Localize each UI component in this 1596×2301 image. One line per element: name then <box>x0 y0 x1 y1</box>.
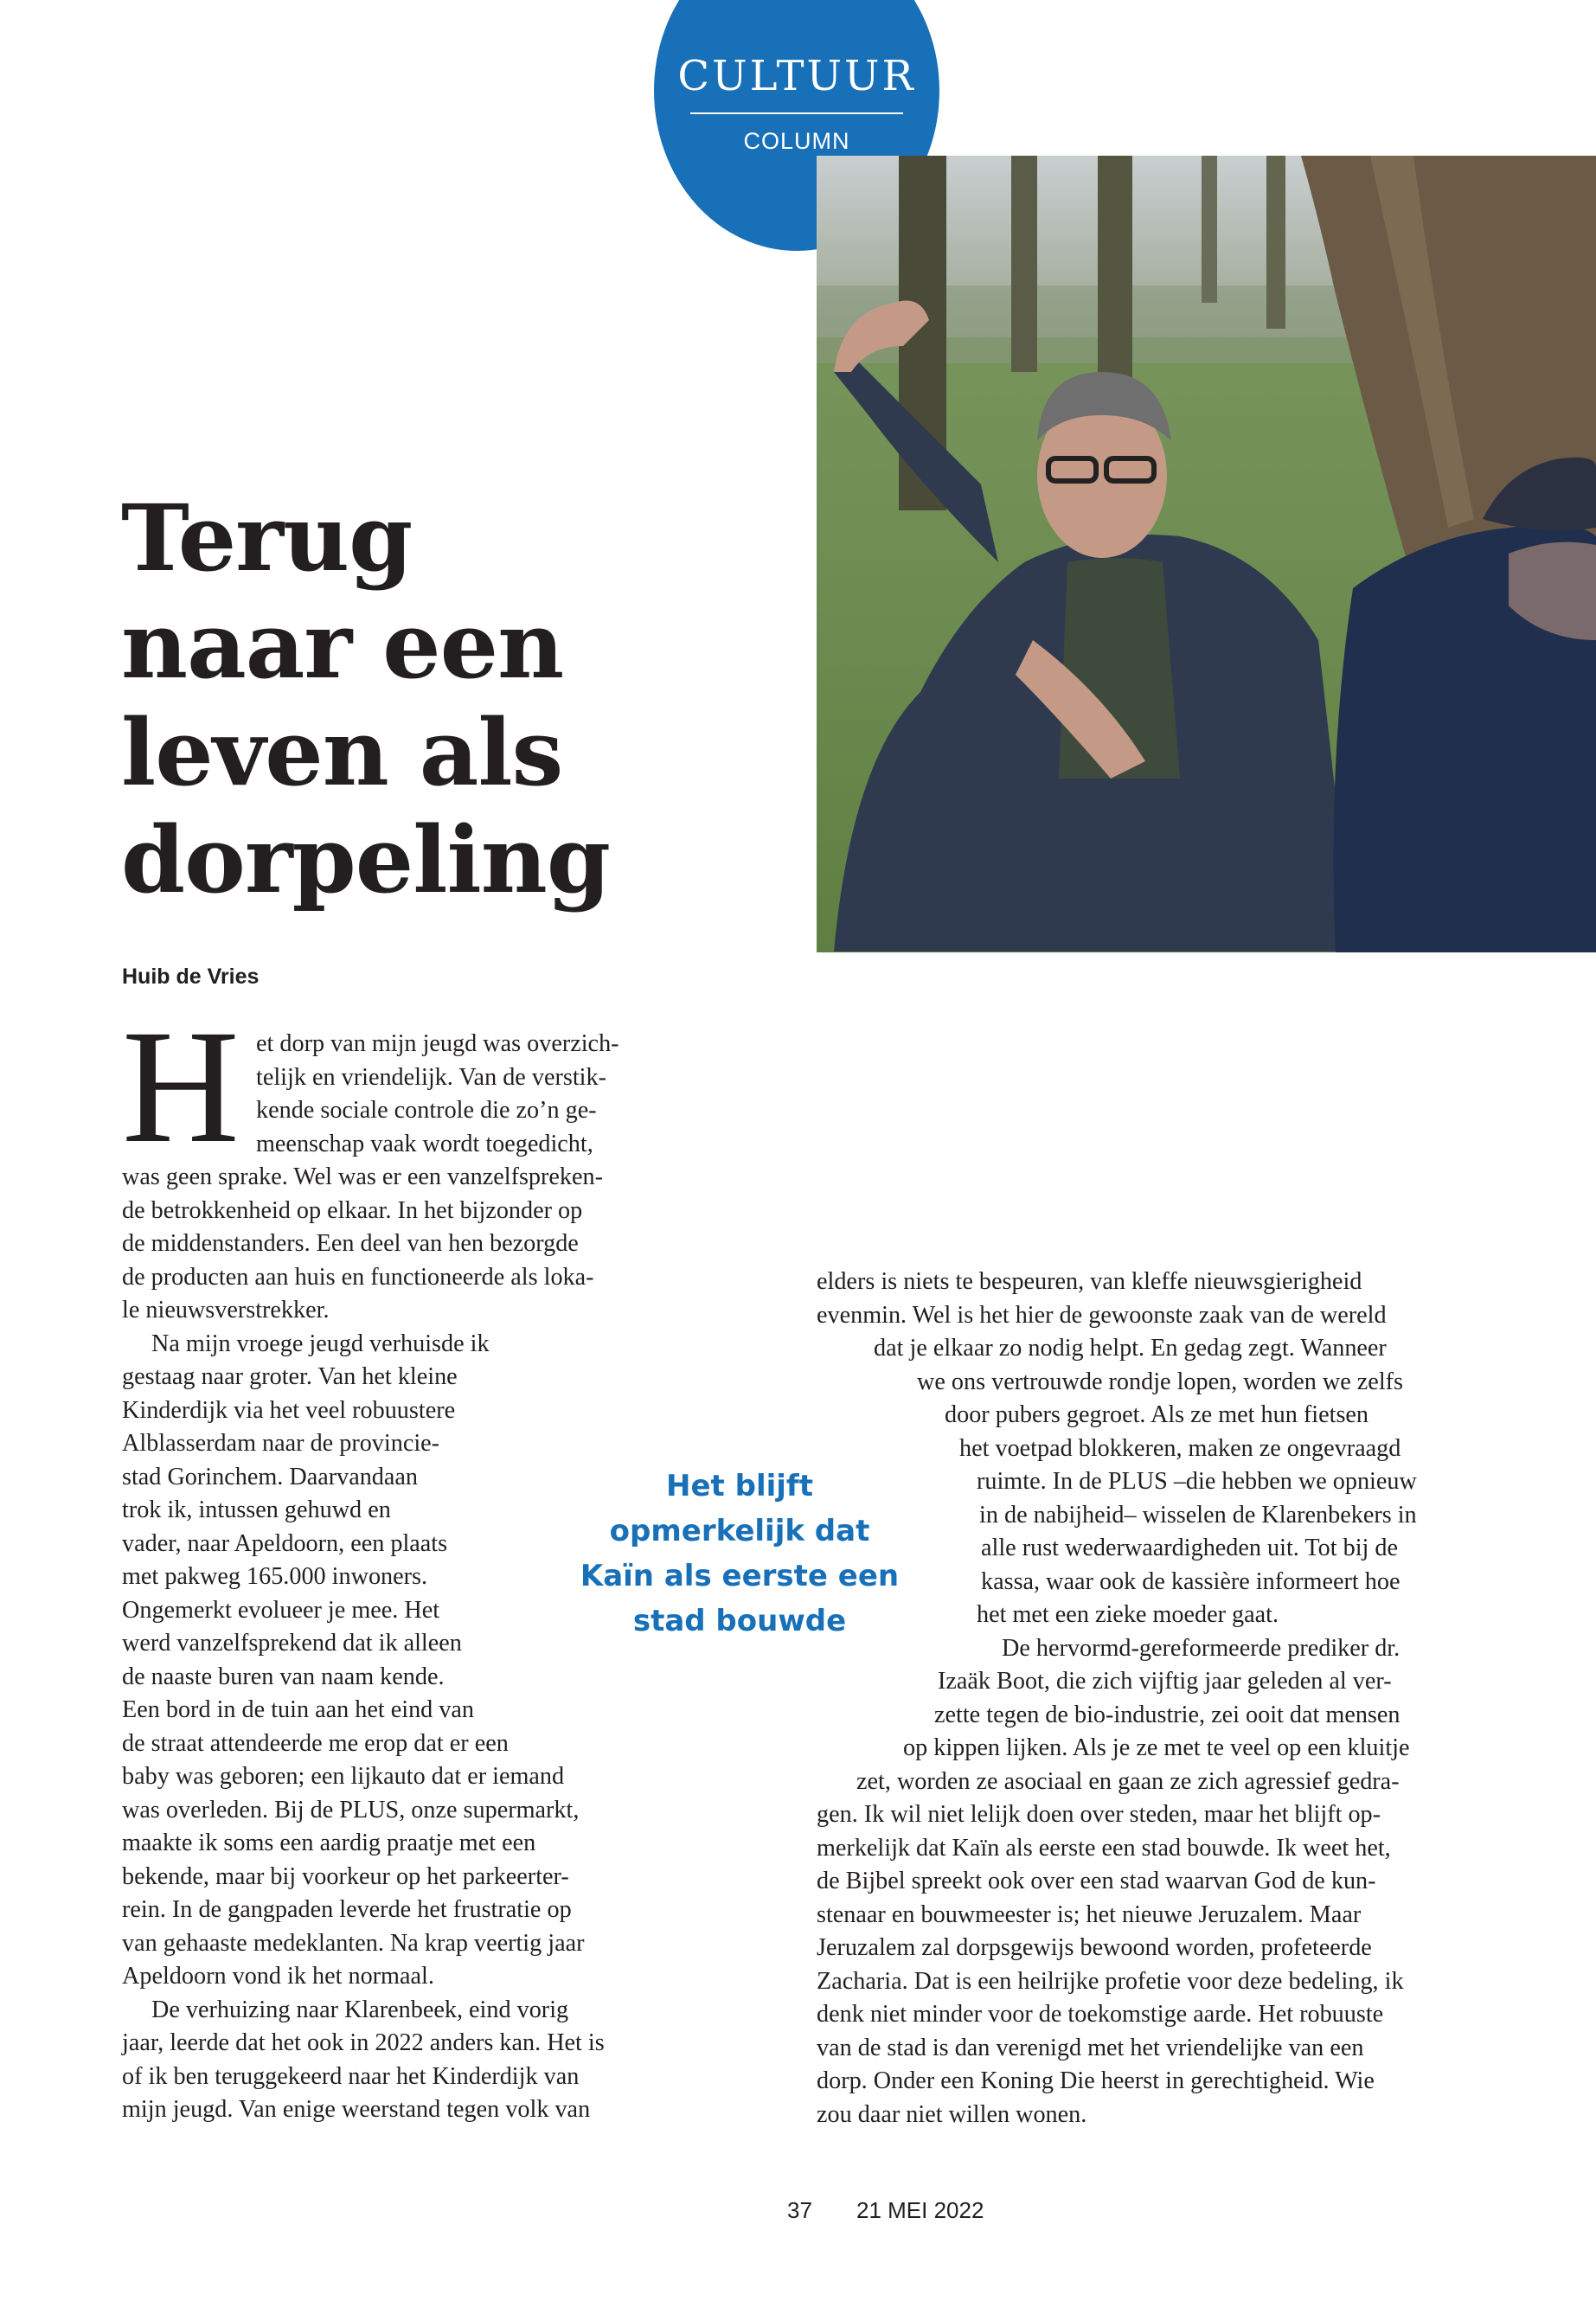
pull-quote-line: opmerkelijk dat <box>609 1514 870 1548</box>
page-number: 37 <box>787 2197 812 2223</box>
text-line: et dorp van mijn jeugd was overzich- <box>256 1030 619 1057</box>
text-line: Jeruzalem zal dorpsgewijs bewoond worden, profeteerde <box>817 1934 1372 1961</box>
section-divider <box>690 112 903 114</box>
issue-date: 21 MEI 2022 <box>856 2197 984 2223</box>
drop-cap: H <box>122 996 240 1176</box>
text-line: Apeldoorn vond ik het normaal. <box>122 1963 434 1990</box>
text-line: van de stad is dan verenigd met het vriendelijke van een <box>817 2034 1364 2061</box>
text-line: was overleden. Bij de PLUS, onze supermarkt, <box>122 1796 580 1823</box>
text-line: ruimte. In de PLUS –die hebben we opnieuw <box>977 1468 1417 1495</box>
section-title: CULTUUR <box>677 52 916 100</box>
text-line: met pakweg 165.000 inwoners. <box>122 1563 428 1590</box>
byline: Huib de Vries <box>122 965 260 989</box>
text-line: mijn jeugd. Van enige weerstand tegen volk van <box>122 2096 591 2123</box>
text-line: gen. Ik wil niet lelijk doen over steden, maar het blijft op- <box>817 1801 1381 1828</box>
text-line: stenaar en bouwmeester is; het nieuwe Jeruzalem. Maar <box>817 1900 1362 1928</box>
pull-quote-line: Het blijft <box>666 1469 813 1503</box>
text-line: van gehaaste medeklanten. Na krap veertig jaar <box>122 1929 585 1957</box>
text-line: telijk en vriendelijk. Van de verstik- <box>256 1063 606 1091</box>
text-line: in de nabijheid– wisselen de Klarenbekers in <box>979 1501 1417 1529</box>
text-line: jaar, leerde dat het ook in 2022 anders kan. Het is <box>122 2029 605 2056</box>
text-line: dat je elkaar zo nodig helpt. En gedag zegt. Wanneer <box>874 1335 1387 1362</box>
text-line: maakte ik soms een aardig praatje met een <box>122 1830 536 1856</box>
text-line: stad Gorinchem. Daarvandaan <box>122 1463 419 1490</box>
text-line: Ongemerkt evolueer je mee. Het <box>122 1596 440 1624</box>
text-line: kende sociale controle die zo’n ge- <box>256 1097 597 1124</box>
text-line: trok ik, intussen gehuwd en <box>122 1497 391 1523</box>
text-line: Na mijn vroege jeugd verhuisde ik <box>151 1330 490 1357</box>
headline-line: dorpeling <box>121 805 610 913</box>
article-headline <box>121 484 657 913</box>
text-line: de straat attendeerde me erop dat er een <box>122 1729 509 1757</box>
text-line: baby was geboren; een lijkauto dat er iemand <box>122 1763 565 1790</box>
text-line: denk niet minder voor de toekomstige aarde. Het robuuste <box>817 2001 1384 2028</box>
text-line: de middenstanders. Een deel van hen bezorgde <box>122 1230 579 1257</box>
text-line: Een bord in de tuin aan het eind van <box>122 1696 475 1723</box>
text-line: het met een zieke moeder gaat. <box>977 1601 1279 1628</box>
text-line: meenschap vaak wordt toegedicht, <box>256 1130 593 1157</box>
text-line: was geen sprake. Wel was er een vanzelfspreken- <box>122 1163 603 1190</box>
text-line: werd vanzelfsprekend dat ik alleen <box>122 1630 462 1657</box>
text-line: kassa, waar ook de kassière informeert hoe <box>981 1567 1401 1595</box>
pull-quote-line: stad bouwde <box>632 1604 847 1638</box>
text-line: vader, naar Apeldoorn, een plaats <box>122 1529 448 1557</box>
text-line: het voetpad blokkeren, maken ze ongevraagd <box>959 1434 1401 1462</box>
text-line: Kinderdijk via het veel robuustere <box>122 1396 456 1424</box>
text-line: De verhuizing naar Klarenbeek, eind vorig <box>151 1996 569 2023</box>
text-line: zou daar niet willen wonen. <box>817 2100 1087 2128</box>
text-line: Zacharia. Dat is een heilrijke profetie voor deze bedeling, ik <box>817 1967 1404 1995</box>
headline-line: Terug <box>121 484 413 592</box>
text-line: de betrokkenheid op elkaar. In het bijzonder op <box>122 1196 583 1224</box>
text-line: Izaäk Boot, die zich vijftig jaar geleden al ver- <box>938 1668 1392 1695</box>
text-line: de Bijbel spreekt ook over een stad waarvan God de kun- <box>817 1868 1376 1894</box>
text-line: door pubers gegroet. Als ze met hun fietsen <box>945 1401 1369 1428</box>
text-line: op kippen lijken. Als je ze met te veel op een kluitje <box>903 1734 1410 1761</box>
headline-line: leven als <box>121 698 563 806</box>
text-line: merkelijk dat Kaïn als eerste een stad bouwde. Ik weet het, <box>817 1834 1391 1862</box>
text-line: de producten aan huis en functioneerde als loka- <box>122 1263 594 1291</box>
text-line: le nieuwsverstrekker. <box>122 1297 330 1324</box>
body-column-right <box>817 1266 1474 2131</box>
text-line: rein. In de gangpaden leverde het frustratie op <box>122 1896 572 1923</box>
text-line: bekende, maar bij voorkeur op het parkeerter- <box>122 1862 569 1890</box>
pull-quote-line: Kaïn als eerste een <box>580 1559 900 1593</box>
text-line: dorp. Onder een Koning Die heerst in gerechtigheid. Wie <box>817 2067 1375 2094</box>
text-line: evenmin. Wel is het hier de gewoonste zaak van de wereld <box>817 1301 1387 1329</box>
text-line: zet, worden ze asociaal en gaan ze zich agressief gedra- <box>856 1767 1400 1795</box>
headline-line: naar een <box>121 591 564 699</box>
article-photo <box>817 156 1596 952</box>
section-subtitle: COLUMN <box>743 128 850 154</box>
text-line: Alblasserdam naar de provincie- <box>122 1430 440 1457</box>
text-line: zette tegen de bio-industrie, zei ooit dat mensen <box>934 1701 1401 1728</box>
text-line: we ons vertrouwde rondje lopen, worden we zelfs <box>917 1368 1404 1395</box>
text-line: de naaste buren van naam kende. <box>122 1663 445 1690</box>
text-line: De hervormd-gereformeerde prediker dr. <box>1002 1634 1401 1662</box>
text-line: of ik ben teruggekeerd naar het Kinderdijk van <box>122 2062 580 2090</box>
text-line: alle rust wederwaardigheden uit. Tot bij de <box>981 1535 1399 1561</box>
text-line: gestaag naar groter. Van het kleine <box>122 1363 458 1390</box>
text-line: elders is niets te bespeuren, van kleffe nieuwsgierigheid <box>817 1268 1362 1295</box>
